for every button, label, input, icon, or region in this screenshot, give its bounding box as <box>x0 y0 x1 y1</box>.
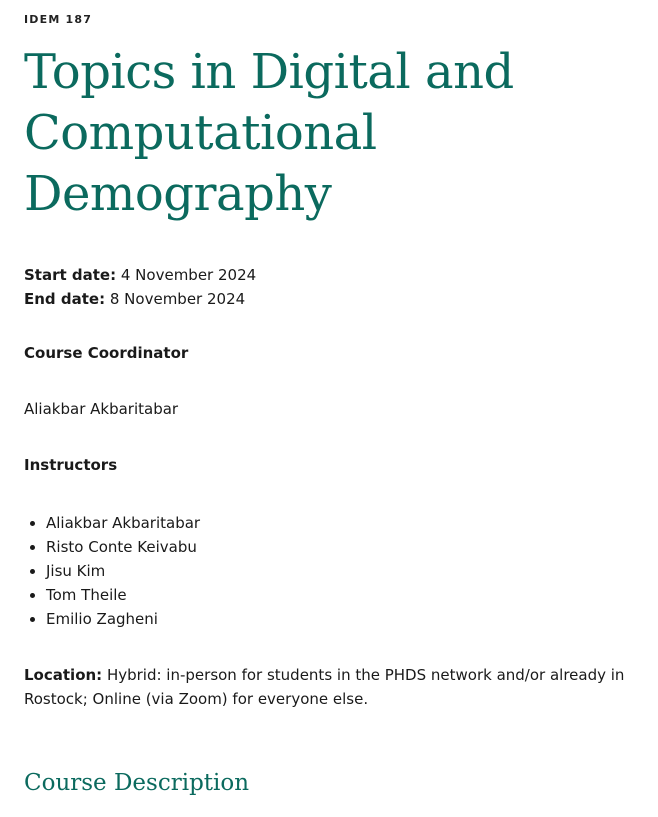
end-date-row <box>24 287 256 311</box>
location-label: Location: <box>24 666 103 684</box>
course-code: IDEM 187 <box>24 13 93 26</box>
list-item: • Aliakbar Akbaritabar <box>46 511 200 535</box>
list-item: • Jisu Kim <box>46 559 200 583</box>
course-dates <box>24 263 256 311</box>
start-date-row <box>24 263 256 287</box>
coordinator-heading: Course Coordinator <box>24 344 189 362</box>
location-paragraph <box>24 663 654 711</box>
coordinator-name: Aliakbar Akbaritabar <box>24 400 179 418</box>
instructors-list <box>24 511 200 631</box>
course-description-heading: Course Description <box>24 770 250 796</box>
list-item: • Risto Conte Keivabu <box>46 535 200 559</box>
end-date-value: 8 November 2024 <box>109 290 246 308</box>
page-title: Topics in Digital and Computational Demography <box>24 44 514 222</box>
list-item: • Emilio Zagheni <box>46 607 200 631</box>
start-date-label: Start date: <box>24 266 117 284</box>
start-date-value: 4 November 2024 <box>120 266 257 284</box>
list-item: • Tom Theile <box>46 583 200 607</box>
location-value: Hybrid: in-person for students in the PHDS network and/or already in Rostock; Online (via Zoom) for everyone else. <box>24 666 625 708</box>
instructors-heading: Instructors <box>24 456 118 474</box>
end-date-label: End date: <box>24 290 106 308</box>
